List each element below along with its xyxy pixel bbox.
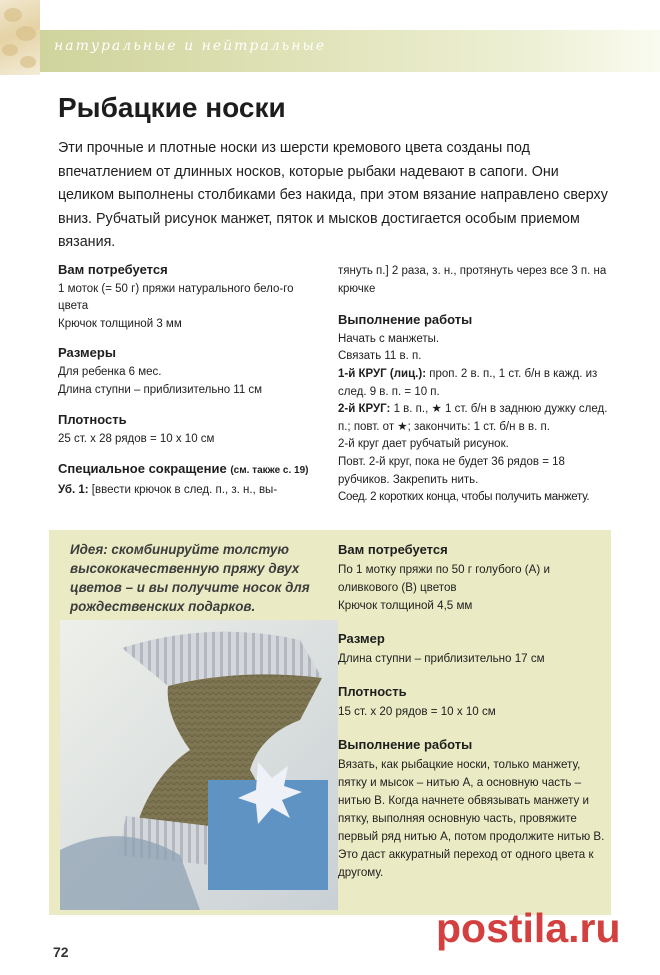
abbreviation-continuation: тянуть п.] 2 раза, з. н., протянуть через все 3 п. на крючке (338, 265, 607, 295)
sizes-foot-length: Длина ступни – приблизительно 11 см (58, 383, 263, 396)
idea-tip: Идея: скомбинируйте толстую высококачественную пряжу двух цветов – и вы получите носок для рождественских подарков. (70, 542, 310, 614)
requirements-heading: Вам потребуется (58, 262, 168, 277)
round-2-label: 2-й КРУГ: (338, 403, 391, 416)
box-gauge-value: 15 ст. x 20 рядов = 10 x 10 см (338, 705, 496, 718)
abbreviation-definition (58, 482, 320, 500)
work-round-1 (338, 366, 610, 401)
corner-photo (0, 0, 40, 75)
abbreviation-text: [ввести крючок в след. п., з. н., вы- (91, 483, 278, 496)
requirements-yarn: 1 моток (= 50 г) пряжи натурального бело-го цвета (58, 282, 294, 313)
page-number: 72 (53, 944, 69, 960)
work-heading: Выполнение работы (338, 312, 473, 328)
sizes-age: Для ребенка 6 мес. (58, 365, 162, 378)
box-requirements-heading: Вам потребуется (338, 542, 448, 557)
abbreviation-note: (см. также с. 19) (230, 465, 309, 477)
abbreviation-heading-text: Специальное сокращение (58, 461, 227, 477)
box-column (338, 541, 610, 882)
box-work-text: Вязать, как рыбацкие носки, только манжету, пятку и мысок – нитью А, а основную часть – нитью В. Когда начнете обвязывать манжету и пятку, выполняя основную часть, провяжите первый ряд нитью А, потом продолжите нитью В. Это даст аккуратный переход от одного цвета к другому. (338, 758, 605, 879)
box-size-heading: Размер (338, 631, 385, 646)
gauge-heading: Плотность (58, 412, 127, 428)
box-requirements-hook: Крючок толщиной 4,5 мм (338, 599, 473, 612)
work-join: Соед. 2 коротких конца, чтобы получить манжету. (338, 491, 590, 504)
section-label: натуральные и нейтральные (54, 38, 327, 54)
gauge-value: 25 ст. x 28 рядов = 10 x 10 см (58, 432, 215, 445)
box-size-value: Длина ступни – приблизительно 17 см (338, 652, 545, 665)
section-header-band (40, 30, 660, 72)
work-start: Начать с манжеты. (338, 332, 440, 345)
requirements-hook: Крючок толщиной 3 мм (58, 317, 182, 330)
work-pattern-note: 2-й круг дает рубчатый рисунок. (338, 438, 509, 451)
box-requirements-yarn: По 1 мотку пряжи по 50 г голубого (А) и оливкового (В) цветов (338, 563, 550, 594)
right-column (338, 263, 610, 507)
page-title: Рыбацкие носки (58, 92, 286, 123)
round-1-text: проп. 2 в. п., 1 ст. б/н в кажд. из след. 9 в. п. = 10 п. (338, 367, 598, 398)
watermark-logo: postila.ru (436, 905, 621, 951)
box-gauge-heading: Плотность (338, 684, 407, 699)
sizes-heading: Размеры (58, 345, 116, 361)
intro-paragraph: Эти прочные и плотные носки из шерсти кремового цвета созданы под впечатлением от длинных носков, которые рыбаки надевают в сапоги. Они целиком выполнены столбиками без накида, при этом вязание направлено сверху вниз. Рубчатый рисунок манжет, пяток и мысков достигается особым приемом вязания. (58, 140, 608, 251)
round-1-label: 1-й КРУГ (лиц.): (338, 367, 427, 380)
left-column (58, 261, 320, 500)
round-2-text: 1 в. п., ★ 1 ст. б/н в заднюю дужку след. п.; повт. от ★; закончить: 1 ст. б/н в в. п. (338, 403, 608, 433)
work-chain: Связать 11 в. п. (338, 350, 422, 363)
work-round-2 (338, 401, 610, 436)
box-work-heading: Выполнение работы (338, 737, 473, 752)
sock-photo (60, 620, 338, 910)
abbreviation-heading (58, 460, 320, 480)
work-repeat: Повт. 2-й круг, пока не будет 36 рядов = 18 рубчиков. Закрепить нить. (338, 455, 565, 486)
abbreviation-term: Уб. 1: (58, 483, 89, 496)
